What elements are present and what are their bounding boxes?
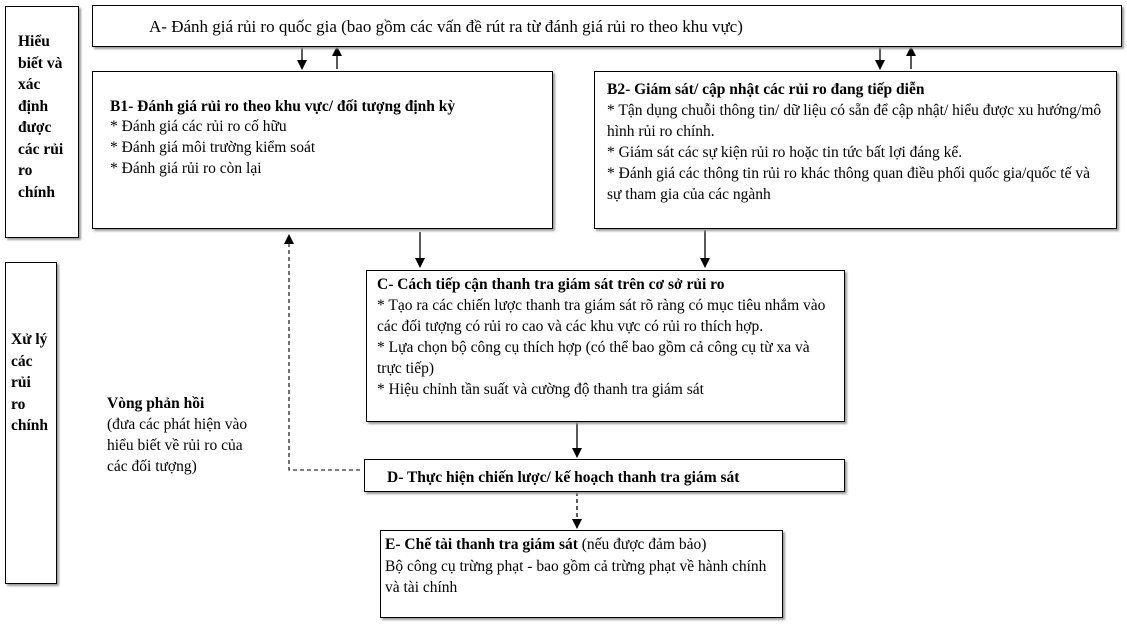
- box-d-text: D- Thực hiện chiến lược/ kế hoạch thanh tra giám sát: [387, 469, 740, 486]
- feedback-loop-line: [289, 235, 360, 470]
- box-e-body: Bộ công cụ trừng phạt - bao gồm cả trừng phạt về hành chính và tài chính: [385, 557, 767, 596]
- side-label-line: Hiểu: [18, 33, 50, 50]
- side-label-line: được: [18, 119, 52, 136]
- box-c-title: C- Cách tiếp cận thanh tra giám sát trên cơ sở rủi ro: [377, 276, 725, 293]
- side-label-line: Xử lý: [11, 331, 48, 348]
- side-label-line: ro: [11, 395, 26, 413]
- side-label-line: rủi: [11, 374, 31, 391]
- side-label-line: xác: [18, 76, 41, 93]
- side-label-line: các rủi: [18, 140, 64, 158]
- box-b1-sector-risk: [92, 71, 553, 229]
- box-b1-item: * Đánh giá môi trường kiểm soát: [110, 139, 316, 156]
- box-b2-title: B2- Giám sát/ cập nhật các rủi ro đang tiếp diễn: [607, 81, 925, 98]
- side-label-handling: [5, 262, 57, 584]
- box-b1-title: B1- Đánh giá rủi ro theo khu vực/ đối tượng định kỳ: [110, 98, 456, 115]
- side-label-line: ro: [18, 162, 33, 179]
- box-d-implementation: [364, 459, 845, 492]
- box-e-title-suffix: (nếu được đảm bảo): [577, 536, 707, 553]
- box-c-item: * Lựa chọn bộ công cụ thích hợp (có thể bao gồm cả công cụ từ xa và trực tiếp): [377, 339, 810, 377]
- box-c-item: * Hiệu chỉnh tần suất và cường độ thanh tra giám sát: [377, 381, 704, 398]
- side-label-line: biết và: [18, 54, 63, 72]
- box-e-sanctions: [380, 530, 783, 618]
- box-b2-item: * Đánh giá các thông tin rủi ro khác thông quan điều phối quốc gia/quốc tế và sự tham gia của các ngành: [607, 165, 1090, 203]
- box-b1-item: * Đánh giá rủi ro còn lại: [110, 160, 262, 177]
- side-label-line: các: [11, 352, 33, 370]
- box-b2-monitoring: [594, 71, 1117, 229]
- box-e-heading: [385, 534, 774, 556]
- feedback-loop-label: [107, 393, 267, 477]
- box-a-national-risk: [92, 5, 1122, 47]
- box-b2-item: * Tận dụng chuỗi thông tin/ dữ liệu có sẵn để cập nhật/ hiểu được xu hướng/mô hình rủi ro chính.: [607, 102, 1102, 140]
- box-b2-item: * Giám sát các sự kiện rủi ro hoặc tin tức bất lợi đáng kể.: [607, 144, 963, 161]
- feedback-body: (đưa các phát hiện vào hiểu biết về rủi ro của các đối tượng): [107, 416, 248, 475]
- box-b1-item: * Đánh giá các rủi ro cố hữu: [110, 118, 287, 135]
- box-a-text: A- Đánh giá rủi ro quốc gia (bao gồm các vấn đề rút ra từ đánh giá rủi ro theo khu vực): [149, 17, 743, 36]
- side-label-line: chính: [18, 183, 56, 201]
- side-label-line: định: [18, 97, 49, 115]
- side-label-understanding: [5, 6, 79, 238]
- box-c-risk-based-approach: [366, 270, 845, 422]
- feedback-title: Vòng phản hồi: [107, 395, 205, 412]
- box-e-title: E- Chế tài thanh tra giám sát: [385, 536, 578, 553]
- side-label-line: chính: [11, 417, 49, 434]
- box-c-item: * Tạo ra các chiến lược thanh tra giám sát rõ ràng có mục tiêu nhắm vào các đối tượng có rủi ro cao và các khu vực có rủi ro thích hợp.: [377, 297, 826, 335]
